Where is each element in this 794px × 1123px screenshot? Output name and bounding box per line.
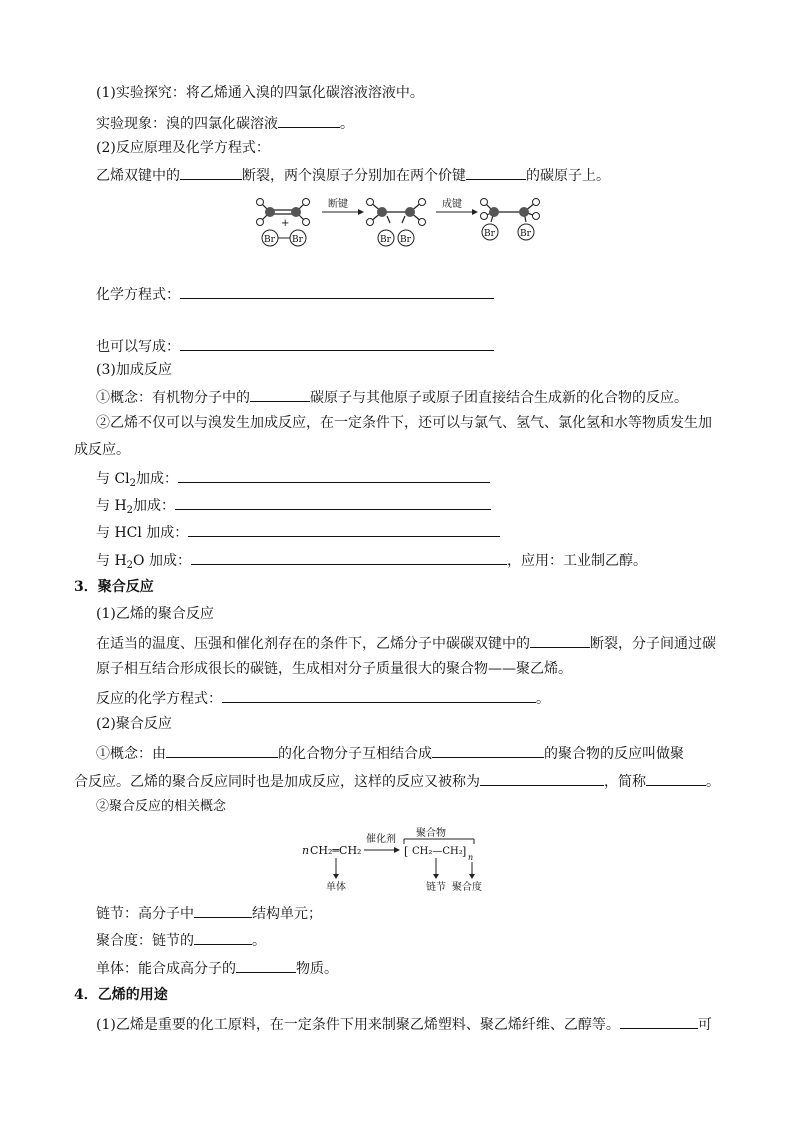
br-atom-label: Br bbox=[520, 229, 531, 239]
fill-blank[interactable] bbox=[278, 113, 340, 128]
text-monomer: 单体：能合成高分子的 物质。 bbox=[96, 958, 338, 978]
text-alt-equation: 也可以写成： bbox=[96, 336, 494, 356]
text-polymerization-concept-cont: 合反应。乙烯的聚合反应同时也是加成反应，这样的反应又被称为 ，简称 。 bbox=[74, 771, 720, 791]
unit-label: 链节 bbox=[426, 882, 446, 893]
polymerization-diagram bbox=[296, 822, 496, 894]
arrow-label-break: 断键 bbox=[328, 199, 348, 210]
text-addition-desc: ②乙烯不仅可以与溴发生加成反应，在一定条件下，还可以与氯气、氢气、氯化氢和水等物质发生加 bbox=[96, 415, 712, 431]
text-polymerization-desc: 在适当的温度、压强和催化剂存在的条件下，乙烯分子中碳碳双键中的 断裂，分子间通过碳 bbox=[96, 633, 716, 653]
coefficient-n: n bbox=[302, 844, 310, 857]
catalyst-label: 催化剂 bbox=[366, 834, 396, 845]
fill-blank[interactable] bbox=[166, 743, 278, 758]
text-exp-phenomenon: 实验现象：溴的四氯化碳溶液 。 bbox=[96, 113, 354, 133]
text-exp-inquiry: (1)实验探究：将乙烯通入溴的四氯化碳溶液溶液中。 bbox=[96, 85, 424, 101]
text-related-concepts: ②聚合反应的相关概念 bbox=[96, 799, 227, 814]
br-atom-label: Br bbox=[400, 235, 411, 245]
text-degree: 聚合度：链节的 。 bbox=[96, 930, 266, 950]
section-heading-uses: 4．乙烯的用途 bbox=[74, 987, 168, 1003]
text-h2-addition: 与 $H_2$加成： bbox=[96, 495, 491, 515]
text-uses: (1)乙烯是重要的化工原料，在一定条件下用来制聚乙烯塑料、聚乙烯纤维、乙醇等。 可 bbox=[96, 1014, 712, 1034]
text-chain-unit: 链节：高分子中 结构单元； bbox=[96, 903, 322, 923]
fill-blank[interactable] bbox=[194, 930, 252, 945]
fill-blank[interactable] bbox=[180, 336, 494, 351]
text-polymerization-sub1: (1)乙烯的聚合反应 bbox=[96, 606, 214, 622]
fill-blank[interactable] bbox=[646, 771, 706, 786]
fill-blank[interactable] bbox=[180, 284, 494, 299]
br-atom-label: Br bbox=[292, 235, 303, 245]
text-polymerization-desc-cont: 原子相互结合形成很长的碳链，生成相对分子质量很大的聚合物——聚乙烯。 bbox=[96, 661, 572, 677]
text-polymerization-equation: 反应的化学方程式： 。 bbox=[96, 688, 550, 708]
text-addition-desc-cont: 成反应。 bbox=[74, 442, 130, 458]
text-cl2-addition: 与 $Cl_2$加成： bbox=[96, 468, 490, 488]
br-atom-label: Br bbox=[484, 229, 495, 239]
bracket-open: [ bbox=[404, 845, 409, 858]
text-h2o-addition: 与 $H_2O$ 加成： ，应用：工业制乙醇。 bbox=[96, 550, 647, 570]
arrow-label-form: 成键 bbox=[442, 199, 462, 210]
repeat-unit-formula: CH₂—CH₂ bbox=[412, 846, 463, 857]
monomer-formula: CH₂═CH₂ bbox=[310, 844, 362, 857]
text-principle: 乙烯双键中的 断裂，两个溴原子分别加在两个价键 的碳原子上。 bbox=[96, 165, 610, 185]
text-polymerization-concept: ①概念：由 的化合物分子互相结合成 的聚合物的反应叫做聚 bbox=[96, 743, 684, 763]
polymer-label: 聚合物 bbox=[416, 828, 446, 839]
fill-blank[interactable] bbox=[178, 468, 490, 483]
fill-blank[interactable] bbox=[180, 165, 242, 180]
fill-blank[interactable] bbox=[432, 743, 544, 758]
fill-blank[interactable] bbox=[466, 165, 526, 180]
bromine-addition-diagram bbox=[250, 190, 550, 250]
text-equation: 化学方程式： bbox=[96, 284, 494, 304]
text-hcl-addition: 与 HCl 加成： bbox=[96, 522, 500, 542]
fill-blank[interactable] bbox=[236, 958, 296, 973]
fill-blank[interactable] bbox=[188, 522, 500, 537]
br-atom-label: Br bbox=[264, 235, 275, 245]
subscript-n: n bbox=[468, 853, 474, 862]
bracket-close: ] bbox=[462, 845, 467, 858]
fill-blank[interactable] bbox=[194, 903, 252, 918]
text-addition-heading: (3)加成反应 bbox=[96, 362, 172, 378]
br-atom-label: Br bbox=[380, 235, 391, 245]
section-heading-polymerization: 3．聚合反应 bbox=[74, 579, 154, 595]
text-addition-concept: ①概念：有机物分子中的 碳原子与其他原子或原子团直接结合生成新的化合物的反应。 bbox=[96, 387, 688, 407]
monomer-label: 单体 bbox=[326, 882, 346, 893]
fill-blank[interactable] bbox=[620, 1014, 698, 1029]
fill-blank[interactable] bbox=[480, 771, 604, 786]
fill-blank[interactable] bbox=[530, 633, 590, 648]
text-polymerization-sub2: (2)聚合反应 bbox=[96, 716, 172, 732]
degree-label: 聚合度 bbox=[452, 882, 482, 893]
text-principle-heading: (2)反应原理及化学方程式： bbox=[96, 140, 270, 156]
fill-blank[interactable] bbox=[191, 550, 507, 565]
plus-sign: + bbox=[281, 218, 290, 229]
fill-blank[interactable] bbox=[250, 387, 310, 402]
fill-blank[interactable] bbox=[222, 688, 536, 703]
fill-blank[interactable] bbox=[175, 495, 491, 510]
